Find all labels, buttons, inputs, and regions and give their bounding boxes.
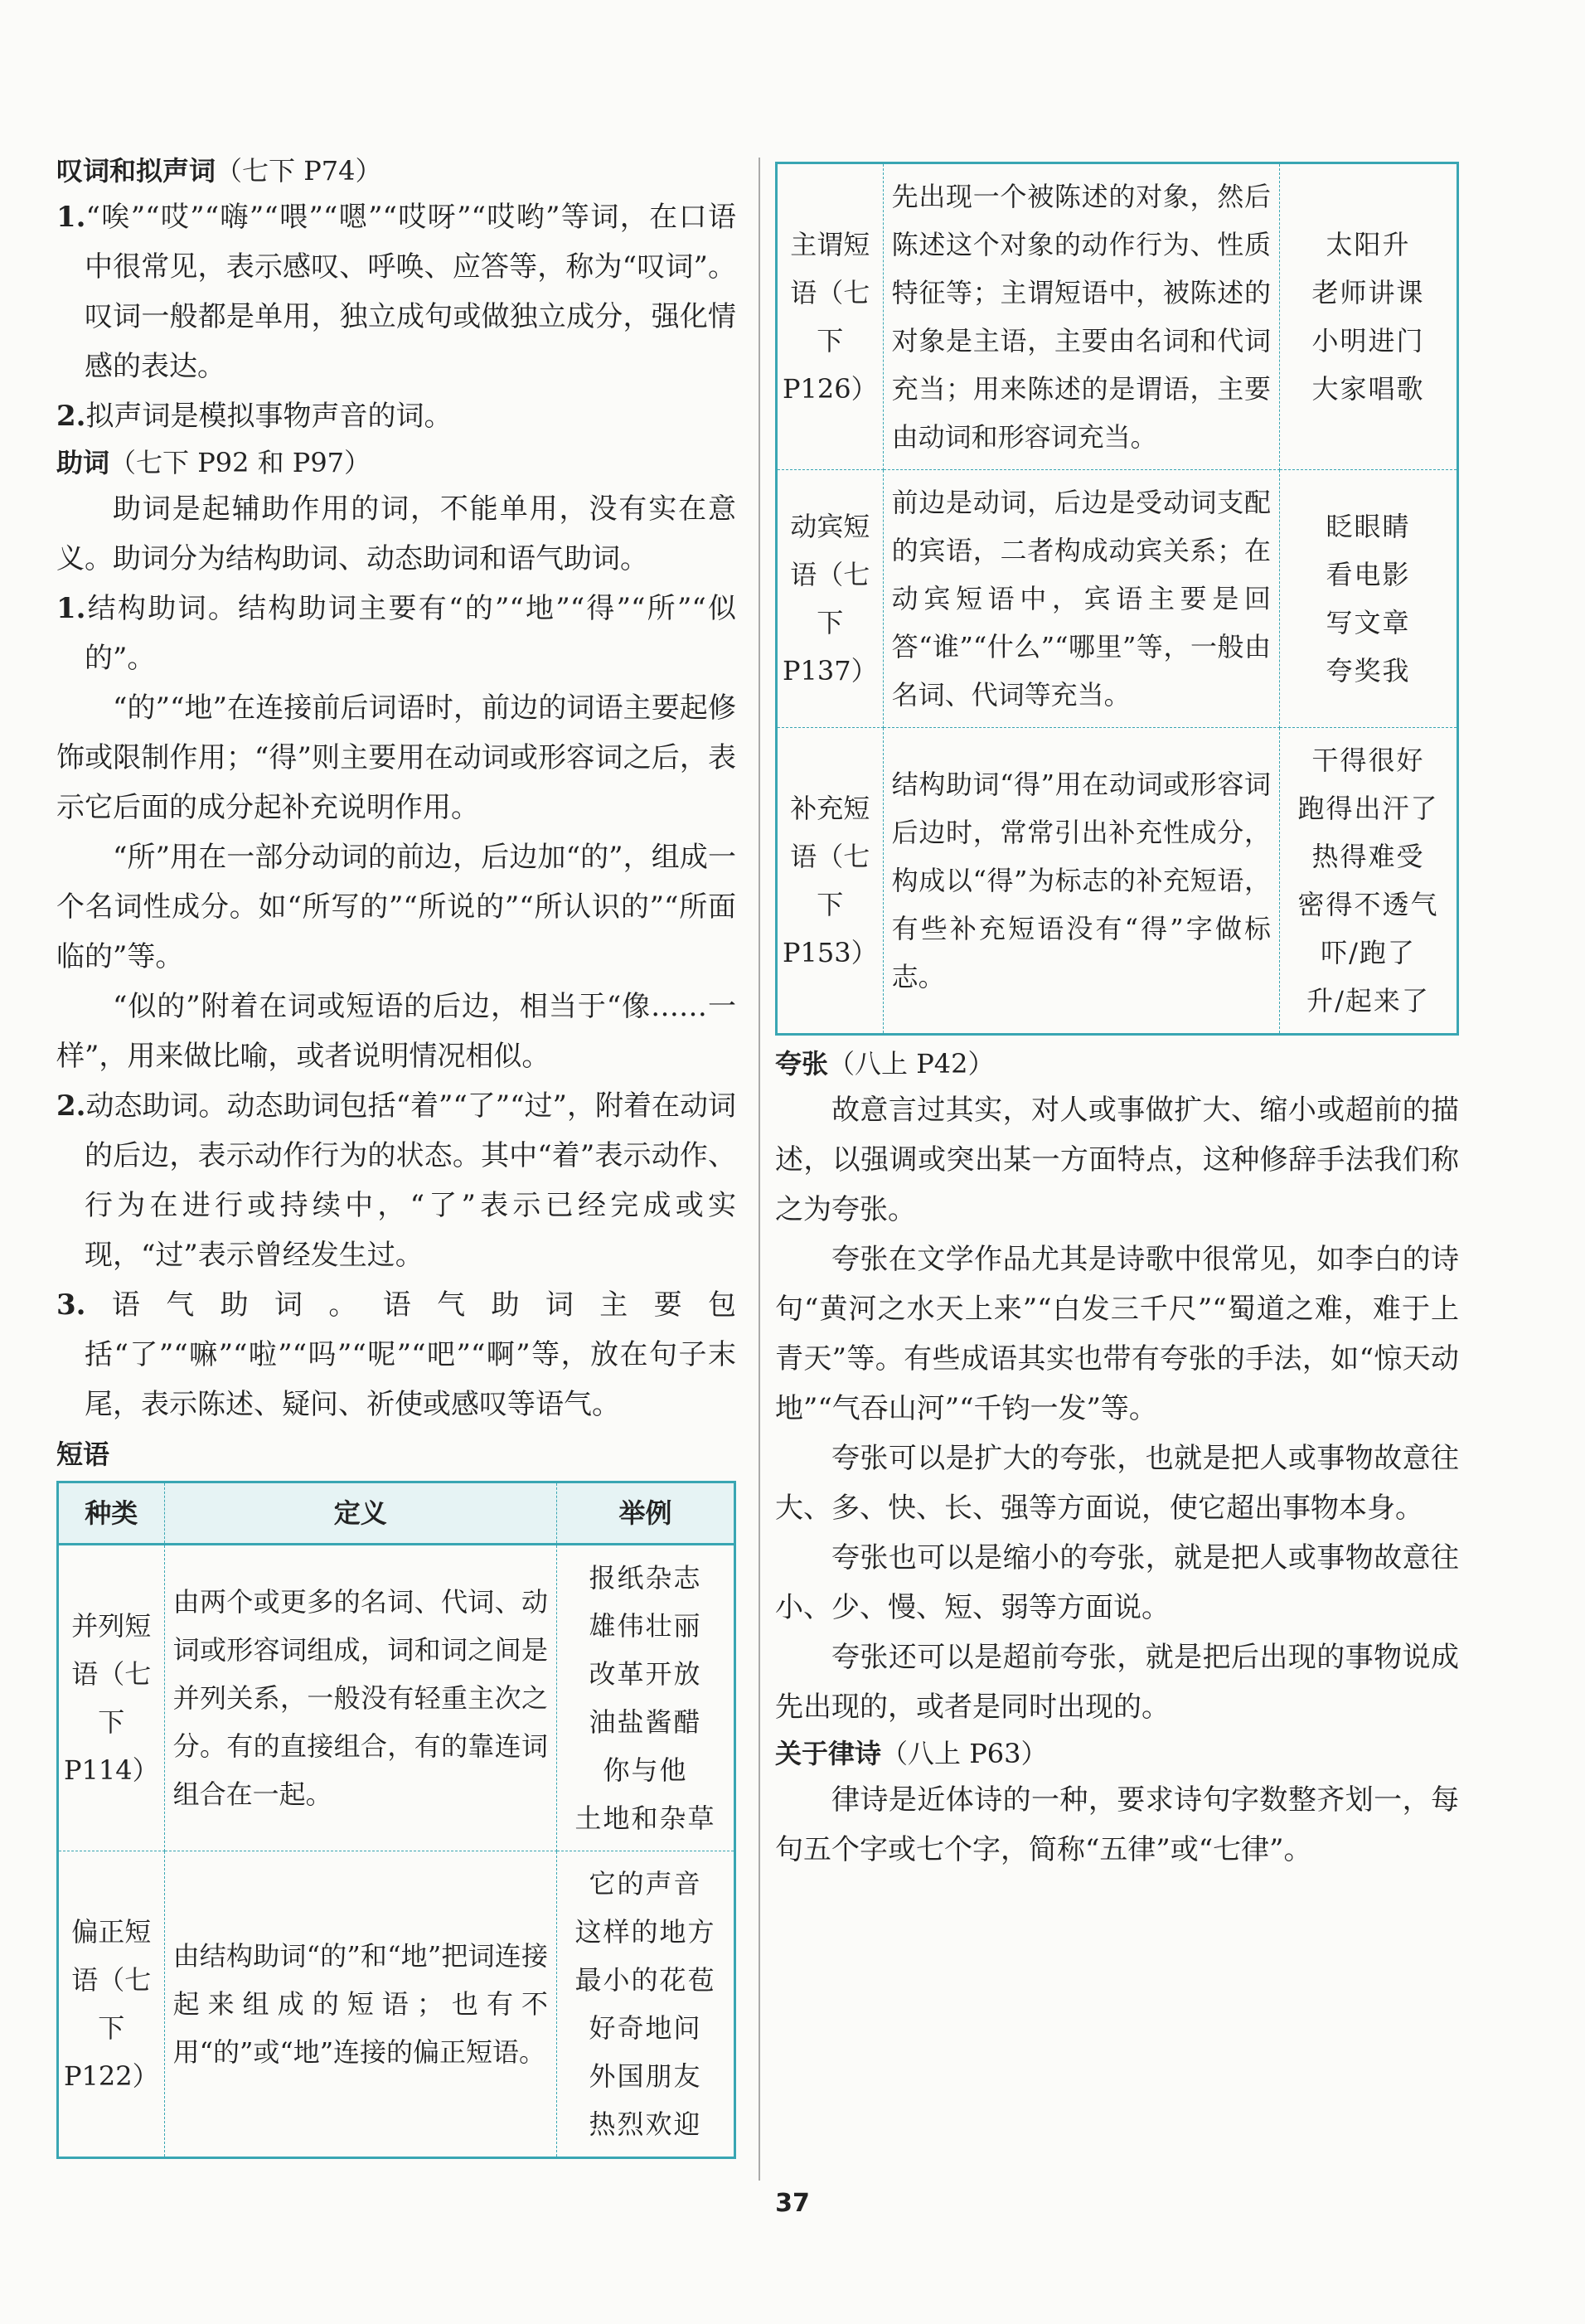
phrase-examples (1280, 470, 1458, 728)
section-heading-hyperbole: 夸张（八上 P42） (775, 1048, 995, 1080)
header-kind: 种类 (58, 1482, 165, 1545)
example-item: 眨眼睛 (1326, 511, 1411, 542)
example-item: 太阳升 (1326, 229, 1411, 260)
page-number: 37 (775, 2189, 810, 2218)
example-item: 最小的花苞 (574, 1964, 716, 1996)
hyperbole-para: 夸张也可以是缩小的夸张，就是把人或事物故意往小、少、慢、短、弱等方面说。 (775, 1541, 1459, 1624)
particle-item-1: 1.结构助词。结构助词主要有“的”“地”“得”“所”“似的”。 (56, 592, 736, 675)
example-item: 老师讲课 (1311, 277, 1425, 308)
phrase-definition: 由结构助词“的”和“地”把词连接起来组成的短语；也有不用“的”或“地”连接的偏正短语。 (164, 1851, 556, 2158)
phrase-definition: 结构助词“得”用在动词或形容词后边时，常常引出补充性成分，构成以“得”为标志的补充短语，有些补充短语没有“得”字做标志。 (883, 728, 1279, 1035)
table-header-row (58, 1482, 735, 1545)
table-row (58, 1851, 735, 2158)
example-item: 小明进门 (1311, 325, 1425, 357)
phrase-kind: 主谓短语（七下P126） (777, 163, 884, 470)
particle-para: “似的”附着在词或短语的后边，相当于“像……一样”，用来做比喻，或者说明情况相似。 (56, 990, 736, 1073)
phrase-examples (1280, 163, 1458, 470)
particle-para: “的”“地”在连接前后词语时，前边的词语主要起修饰或限制作用；“得”则主要用在动词或形容词之后，表示它后面的成分起补充说明作用。 (56, 691, 736, 824)
phrase-table-left (56, 1481, 736, 2159)
phrase-kind: 偏正短语（七下P122） (58, 1851, 165, 2158)
example-item: 它的声音 (589, 1868, 702, 1899)
example-item: 夸奖我 (1326, 655, 1411, 687)
hyperbole-para: 夸张还可以是超前夸张，就是把后出现的事物说成先出现的，或者是同时出现的。 (775, 1641, 1459, 1724)
phrase-examples (557, 1851, 735, 2158)
header-example: 举例 (557, 1482, 735, 1545)
section-heading-regulated-verse: 关于律诗（八上 P63） (775, 1738, 1048, 1769)
example-item: 密得不透气 (1297, 889, 1439, 920)
example-item: 跑得出汗了 (1297, 793, 1439, 824)
header-definition: 定义 (164, 1482, 556, 1545)
section-heading-interjection: 叹词和拟声词（七下 P74） (56, 155, 382, 187)
table-row (777, 728, 1458, 1035)
example-item: 看电影 (1326, 559, 1411, 590)
hyperbole-para: 故意言过其实，对人或事做扩大、缩小或超前的描述，以强调或突出某一方面特点，这种修辞手法我们称之为夸张。 (775, 1094, 1459, 1226)
example-item: 雄伟壮丽 (589, 1610, 702, 1642)
phrase-definition: 先出现一个被陈述的对象，然后陈述这个对象的动作行为、性质特征等；主谓短语中，被陈述的对象是主语，主要由名词和代词充当；用来陈述的是谓语，主要由动词和形容词充当。 (883, 163, 1279, 470)
phrase-examples (1280, 728, 1458, 1035)
left-column (56, 149, 736, 2159)
example-item: 土地和杂草 (574, 1802, 716, 1834)
example-item: 外国朋友 (589, 2060, 702, 2092)
example-item: 写文章 (1326, 607, 1411, 638)
particle-para: “所”用在一部分动词的前边，后边加“的”，组成一个名词性成分。如“所写的”“所说的”“所认识的”“所面临的”等。 (56, 841, 736, 973)
interjection-item-1: 1.“唉”“哎”“嗨”“喂”“嗯”“哎呀”“哎哟”等词，在口语中很常见，表示感叹、呼唤、应答等，称为“叹词”。叹词一般都是单用，独立成句或做独立成分，强化情感的表达。 (56, 201, 736, 383)
section-heading-particle: 助词（七下 P92 和 P97） (56, 447, 371, 478)
example-item: 热烈欢迎 (589, 2108, 702, 2140)
example-item: 吓/跑了 (1321, 937, 1416, 968)
section-heading-phrase: 短语 (56, 1439, 110, 1470)
phrase-kind: 并列短语（七下P114） (58, 1545, 165, 1851)
hyperbole-para: 夸张可以是扩大的夸张，也就是把人或事物故意往大、多、快、长、强等方面说，使它超出事物本身。 (775, 1442, 1459, 1525)
regulated-verse-para: 律诗是近体诗的一种，要求诗句字数整齐划一，每句五个字或七个字，简称“五律”或“七律”。 (775, 1783, 1459, 1866)
phrase-kind: 补充短语（七下P153） (777, 728, 884, 1035)
particle-item-3: 3.语气助词。语气助词主要包括“了”“嘛”“啦”“吗”“呢”“吧”“啊”等，放在句子末尾，表示陈述、疑问、祈使或感叹等语气。 (56, 1288, 736, 1421)
right-column (775, 162, 1459, 1875)
example-item: 大家唱歌 (1311, 373, 1425, 405)
phrase-examples (557, 1545, 735, 1851)
example-item: 你与他 (603, 1754, 688, 1786)
example-item: 好奇地问 (589, 2012, 702, 2044)
phrase-definition: 由两个或更多的名词、代词、动词或形容词组成，词和词之间是并列关系，一般没有轻重主次之分。有的直接组合，有的靠连词组合在一起。 (164, 1545, 556, 1851)
example-item: 这样的地方 (574, 1916, 716, 1948)
particle-item-2: 2.动态助词。动态助词包括“着”“了”“过”，附着在动词的后边，表示动作行为的状态。其中“着”表示动作、行为在进行或持续中，“了”表示已经完成或实现，“过”表示曾经发生过。 (56, 1089, 736, 1272)
hyperbole-para: 夸张在文学作品尤其是诗歌中很常见，如李白的诗句“黄河之水天上来”“白发三千尺”“蜀道之难，难于上青天”等。有些成语其实也带有夸张的手法，如“惊天动地”“气吞山河”“千钧一发”等。 (775, 1243, 1459, 1425)
example-item: 报纸杂志 (589, 1562, 702, 1594)
phrase-kind: 动宾短语（七下P137） (777, 470, 884, 728)
table-row (777, 470, 1458, 728)
example-item: 改革开放 (589, 1658, 702, 1690)
example-item: 升/起来了 (1306, 985, 1430, 1016)
particle-intro: 助词是起辅助作用的词，不能单用，没有实在意义。助词分为结构助词、动态助词和语气助词。 (56, 492, 736, 575)
example-item: 干得很好 (1311, 745, 1425, 776)
table-row (777, 163, 1458, 470)
example-item: 油盐酱醋 (589, 1706, 702, 1738)
phrase-table-right (775, 162, 1459, 1036)
phrase-definition: 前边是动词，后边是受动词支配的宾语，二者构成动宾关系；在动宾短语中，宾语主要是回答“谁”“什么”“哪里”等，一般由名词、代词等充当。 (883, 470, 1279, 728)
interjection-item-2: 2.拟声词是模拟事物声音的词。 (56, 400, 453, 433)
column-divider (759, 158, 760, 2181)
example-item: 热得难受 (1311, 841, 1425, 872)
table-row (58, 1545, 735, 1851)
